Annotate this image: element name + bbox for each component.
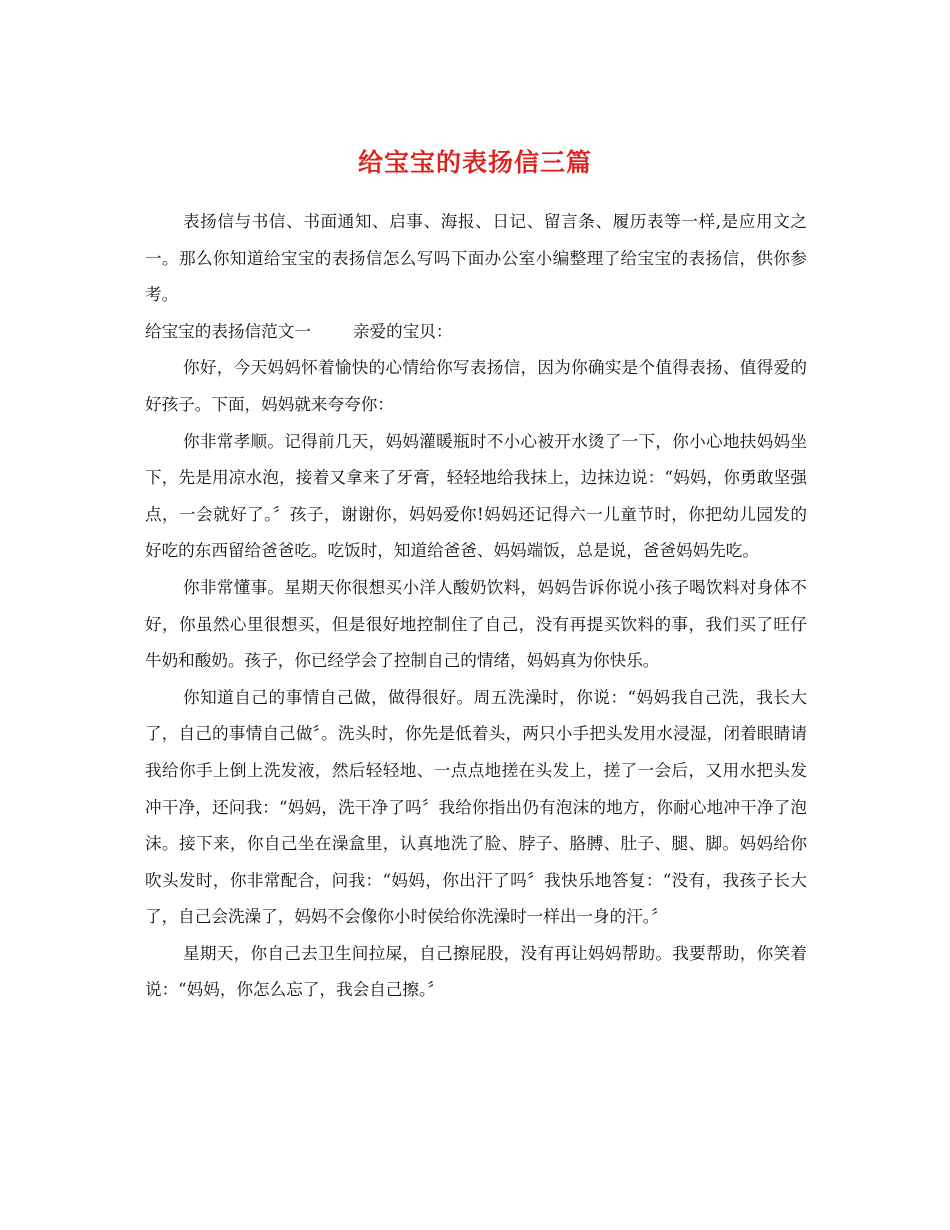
body-paragraph-filial: 你非常孝顺。记得前几天，妈妈灌暖瓶时不小心被开水烫了一下，你小心地扶妈妈坐下，先是用凉水泡，接着又拿来了牙膏，轻轻地给我抹上，边抹边说：“妈妈，你勇敢坚强点，一会就好了。〞孩子，谢谢你，妈妈爱你!妈妈还记得六一儿童节时，你把幼儿园发的好吃的东西留给爸爸吃。吃饭时，知道给爸爸、妈妈端饭，总是说，爸爸妈妈先吃。 <box>145 431 807 561</box>
body-paragraph-sensible: 你非常懂事。星期天你很想买小洋人酸奶饮料，妈妈告诉你说小孩子喝饮料对身体不好，你虽然心里很想买，但是很好地控制住了自己，没有再提买饮料的事，我们买了旺仔牛奶和酸奶。孩子，你已经学会了控制自己的情绪，妈妈真为你快乐。 <box>145 577 807 671</box>
sample-heading-line <box>145 314 807 351</box>
sample-heading: 给宝宝的表扬信范文一 <box>145 321 311 341</box>
body-paragraph-sunday: 星期天，你自己去卫生间拉屎，自己擦屁股，没有再让妈妈帮助。我要帮助，你笑着说：“妈妈，你怎么忘了，我会自己擦。〞 <box>145 943 807 1000</box>
intro-paragraph: 表扬信与书信、书面通知、启事、海报、日记、留言条、履历表等一样,是应用文之一。那么你知道给宝宝的表扬信怎么写吗下面办公室小编整理了给宝宝的表扬信，供你参考。 <box>145 212 807 305</box>
document-body <box>145 204 807 1009</box>
document-title: 给宝宝的表扬信三篇 <box>357 147 592 177</box>
salutation: 亲爱的宝贝： <box>352 321 453 341</box>
body-paragraph-self-reliant: 你知道自己的事情自己做，做得很好。周五洗澡时，你说：“妈妈我自己洗，我长大了，自己的事情自己做〞。洗头时，你先是低着头，两只小手把头发用水浸湿，闭着眼睛请我给你手上倒上洗发液，然后轻轻地、一点点地搓在头发上，搓了一会后，又用水把头发冲干净，还问我：“妈妈，洗干净了吗〞我给你指出仍有泡沫的地方，你耐心地冲干净了泡沫。接下来，你自己坐在澡盒里，认真地洗了脸、脖子、胳膊、肚子、腿、脚。妈妈给你吹头发时，你非常配合，问我：“妈妈，你出汗了吗〞我快乐地答复：“没有，我孩子长大了，自己会洗澡了，妈妈不会像你小时侯给你洗澡时一样出一身的汗。〞 <box>145 687 807 927</box>
body-paragraph-greeting: 你好，今天妈妈怀着愉快的心情给你写表扬信，因为你确实是个值得表扬、值得爱的好孩子。下面，妈妈就来夸夸你： <box>145 358 807 414</box>
